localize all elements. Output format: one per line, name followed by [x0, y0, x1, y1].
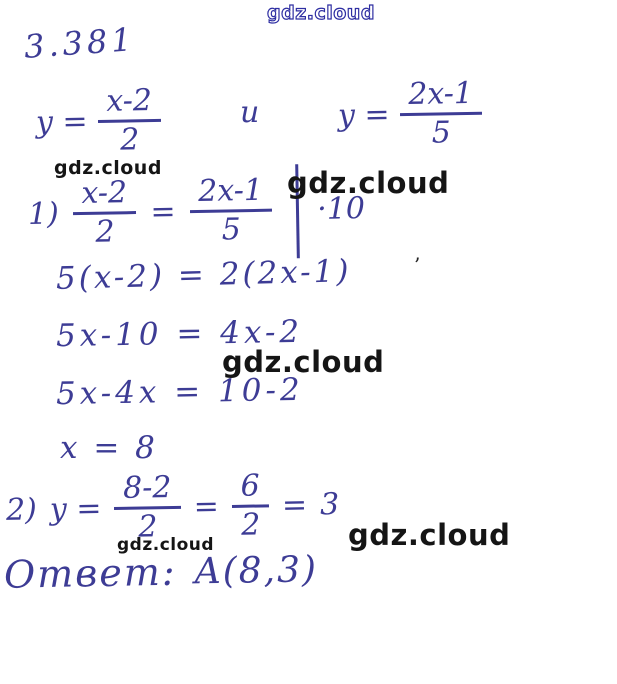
conjunction-and: и — [240, 95, 260, 130]
step-2-equation — [5, 469, 339, 545]
given-equation-1 — [35, 85, 161, 157]
watermark-gdz-cloud: gdz.cloud — [287, 166, 450, 200]
step-label: 2) — [5, 491, 38, 528]
multiplier: ·10 — [316, 190, 366, 227]
watermark-gdz-cloud: gdz.cloud — [348, 518, 511, 552]
fraction-numerator: x-2 — [72, 177, 136, 215]
answer-value: A(8,3) — [194, 549, 319, 593]
fraction-numerator: 2x-1 — [189, 175, 272, 213]
answer-label: Ответ: — [3, 549, 178, 597]
fraction-denominator: 2 — [95, 213, 115, 250]
fraction-numerator: 8-2 — [114, 472, 181, 510]
fraction-numerator: 6 — [231, 470, 269, 507]
derivation-line: 5x-4x = 10-2 — [55, 371, 304, 413]
equation-lhs: y = — [337, 96, 390, 133]
watermark-gdz-cloud: gdz.cloud — [222, 345, 385, 379]
fraction — [97, 85, 162, 156]
fraction-denominator: 5 — [221, 211, 242, 248]
fraction-numerator: x-2 — [97, 85, 161, 123]
equation-lhs: y = — [49, 490, 102, 527]
stray-ink-mark: ’ — [414, 253, 421, 277]
fraction — [72, 177, 137, 248]
fraction-denominator: 5 — [431, 114, 452, 151]
watermark-gdz-cloud: gdz.cloud — [54, 157, 162, 179]
fraction-denominator: 2 — [138, 508, 158, 545]
result-value: 3 — [319, 486, 340, 522]
step-label: 1) — [27, 195, 60, 232]
derivation-line: 5x-10 = 4x-2 — [55, 313, 304, 355]
fraction — [399, 75, 483, 151]
derivation-line: x = 8 — [60, 430, 158, 466]
equals-sign: = — [193, 488, 220, 525]
fraction-numerator: 2x-1 — [399, 78, 482, 116]
answer-line — [4, 549, 319, 596]
fraction — [114, 472, 182, 543]
problem-number: 3.381 — [22, 20, 137, 66]
equals-sign: = — [150, 193, 176, 230]
fraction — [189, 172, 273, 248]
given-equation-2 — [337, 75, 483, 151]
equals-sign: = — [281, 487, 308, 523]
fraction — [231, 470, 269, 541]
equation-lhs: y = — [35, 103, 88, 140]
fraction-denominator: 2 — [240, 506, 261, 543]
fraction-denominator: 2 — [119, 121, 140, 158]
watermark-gdz-cloud: gdz.cloud — [267, 2, 375, 24]
derivation-line: 5(x-2) = 2(2x-1) — [55, 253, 352, 297]
watermark-gdz-cloud: gdz.cloud — [117, 535, 215, 555]
